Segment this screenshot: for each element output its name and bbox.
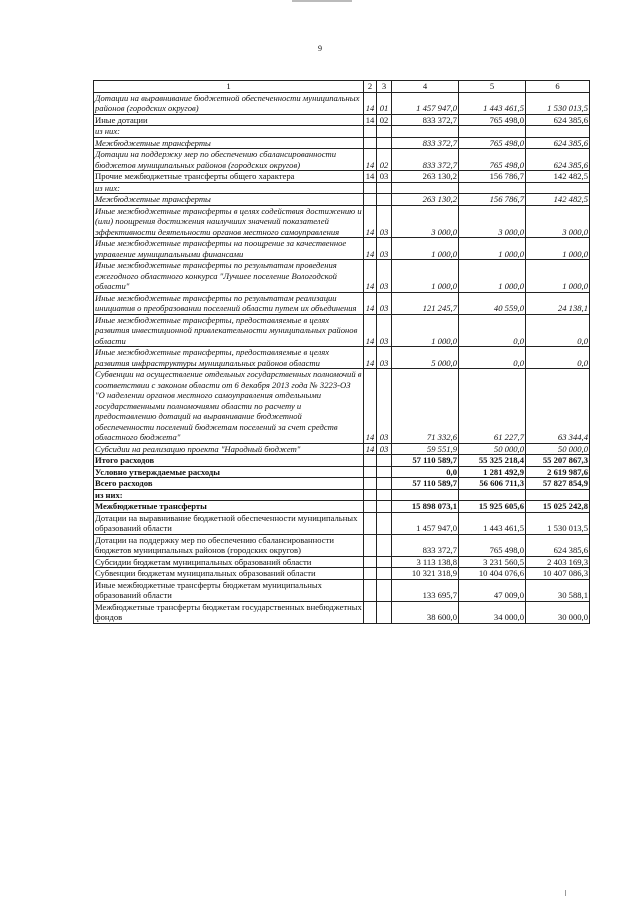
row-subcode-cell: 03 <box>377 205 392 238</box>
row-value-cell: 3 000,0 <box>459 205 526 238</box>
row-value-cell: 1 000,0 <box>459 260 526 293</box>
row-subcode-cell: 03 <box>377 238 392 260</box>
table-row <box>94 556 590 568</box>
table-row <box>94 489 590 501</box>
row-value-cell: 3 000,0 <box>392 205 459 238</box>
row-subcode-cell: 02 <box>377 114 392 126</box>
row-code-cell: 14 <box>364 149 377 171</box>
row-subcode-cell <box>377 489 392 501</box>
row-value-cell: 121 245,7 <box>392 292 459 314</box>
row-value-cell: 765 498,0 <box>459 137 526 149</box>
row-code-cell <box>364 579 377 601</box>
row-subcode-cell <box>377 556 392 568</box>
row-subcode-cell: 03 <box>377 369 392 444</box>
row-name-cell: Субсидии на реализацию проекта "Народный бюджет" <box>94 443 364 455</box>
row-value-cell: 0,0 <box>459 314 526 347</box>
row-code-cell <box>364 194 377 206</box>
header-cell: 2 <box>364 81 377 93</box>
row-name-cell: из них: <box>94 126 364 138</box>
row-value-cell: 1 530 013,5 <box>526 92 590 114</box>
row-code-cell <box>364 534 377 556</box>
row-value-cell: 55 325 218,4 <box>459 455 526 467</box>
row-name-cell: Прочие межбюджетные трансферты общего характера <box>94 171 364 183</box>
row-code-cell: 14 <box>364 347 377 369</box>
row-value-cell: 765 498,0 <box>459 149 526 171</box>
row-name-cell: Дотации на поддержку мер по обеспечению сбалансированности бюджетов муниципальных районов (городских округов) <box>94 534 364 556</box>
row-value-cell: 34 000,0 <box>459 601 526 623</box>
row-value-cell: 10 404 076,6 <box>459 568 526 580</box>
row-value-cell: 57 110 589,7 <box>392 478 459 490</box>
row-value-cell: 30 000,0 <box>526 601 590 623</box>
row-subcode-cell <box>377 182 392 194</box>
row-subcode-cell <box>377 137 392 149</box>
row-subcode-cell <box>377 126 392 138</box>
row-code-cell: 14 <box>364 369 377 444</box>
row-value-cell: 156 786,7 <box>459 194 526 206</box>
row-value-cell: 1 443 461,5 <box>459 512 526 534</box>
row-value-cell: 24 138,1 <box>526 292 590 314</box>
table-row <box>94 478 590 490</box>
row-value-cell: 833 372,7 <box>392 534 459 556</box>
row-value-cell: 1 457 947,0 <box>392 92 459 114</box>
row-code-cell <box>364 182 377 194</box>
table-row <box>94 92 590 114</box>
row-subcode-cell: 03 <box>377 171 392 183</box>
row-code-cell <box>364 455 377 467</box>
scan-artifact <box>565 890 566 896</box>
row-value-cell <box>392 126 459 138</box>
table-row <box>94 534 590 556</box>
row-name-cell: Иные дотации <box>94 114 364 126</box>
row-name-cell: Межбюджетные трансферты <box>94 137 364 149</box>
row-value-cell: 1 000,0 <box>526 260 590 293</box>
row-subcode-cell: 02 <box>377 149 392 171</box>
table-row <box>94 568 590 580</box>
budget-table <box>93 80 590 624</box>
row-value-cell: 3 231 560,5 <box>459 556 526 568</box>
row-subcode-cell: 03 <box>377 260 392 293</box>
row-subcode-cell <box>377 455 392 467</box>
row-name-cell: Иные межбюджетные трансферты, предоставляемые в целях развития инвестиционной привлекательности муниципальных районов области <box>94 314 364 347</box>
row-value-cell <box>526 182 590 194</box>
row-value-cell: 1 000,0 <box>392 314 459 347</box>
row-value-cell: 263 130,2 <box>392 171 459 183</box>
row-code-cell: 14 <box>364 92 377 114</box>
row-name-cell: Дотации на поддержку мер по обеспечению сбалансированности бюджетов муниципальных районов (городских округов) <box>94 149 364 171</box>
scan-artifact <box>292 0 352 2</box>
row-value-cell <box>526 489 590 501</box>
header-cell: 5 <box>459 81 526 93</box>
row-value-cell: 833 372,7 <box>392 114 459 126</box>
row-value-cell: 142 482,5 <box>526 194 590 206</box>
table-row <box>94 601 590 623</box>
row-name-cell: Иные межбюджетные трансферты, предоставляемые в целях развития инфраструктуры муниципальных районов области <box>94 347 364 369</box>
row-code-cell <box>364 478 377 490</box>
row-subcode-cell <box>377 194 392 206</box>
header-cell: 3 <box>377 81 392 93</box>
table-row <box>94 443 590 455</box>
row-name-cell: Иные межбюджетные трансферты по результатам реализации инициатив о преобразовании поселений области путем их объединения <box>94 292 364 314</box>
row-value-cell: 1 281 492,9 <box>459 466 526 478</box>
header-cell: 6 <box>526 81 590 93</box>
row-code-cell <box>364 126 377 138</box>
row-code-cell <box>364 489 377 501</box>
table-row <box>94 137 590 149</box>
row-code-cell: 14 <box>364 314 377 347</box>
row-subcode-cell <box>377 568 392 580</box>
row-value-cell: 30 588,1 <box>526 579 590 601</box>
table-row <box>94 171 590 183</box>
header-cell: 4 <box>392 81 459 93</box>
row-value-cell: 40 559,0 <box>459 292 526 314</box>
row-code-cell: 14 <box>364 443 377 455</box>
row-code-cell <box>364 501 377 513</box>
row-value-cell: 71 332,6 <box>392 369 459 444</box>
row-code-cell: 14 <box>364 292 377 314</box>
row-code-cell <box>364 556 377 568</box>
row-name-cell: Дотации на выравнивание бюджетной обеспеченности муниципальных образований области <box>94 512 364 534</box>
table-row <box>94 149 590 171</box>
row-value-cell: 833 372,7 <box>392 137 459 149</box>
row-name-cell: Межбюджетные трансферты <box>94 501 364 513</box>
row-value-cell: 624 385,6 <box>526 137 590 149</box>
row-value-cell <box>459 126 526 138</box>
row-name-cell: Условно утверждаемые расходы <box>94 466 364 478</box>
row-subcode-cell <box>377 466 392 478</box>
row-name-cell: из них: <box>94 182 364 194</box>
row-code-cell <box>364 568 377 580</box>
table-row <box>94 579 590 601</box>
row-code-cell: 14 <box>364 238 377 260</box>
row-value-cell: 50 000,0 <box>459 443 526 455</box>
row-value-cell: 1 443 461,5 <box>459 92 526 114</box>
row-name-cell: Дотации на выравнивание бюджетной обеспеченности муниципальных районов (городских округов) <box>94 92 364 114</box>
table-row <box>94 369 590 444</box>
header-cell: 1 <box>94 81 364 93</box>
row-subcode-cell <box>377 512 392 534</box>
row-name-cell: Иные межбюджетные трансферты на поощрение за качественное управление муниципальными финансами <box>94 238 364 260</box>
row-value-cell: 3 113 138,8 <box>392 556 459 568</box>
row-code-cell <box>364 466 377 478</box>
row-code-cell: 14 <box>364 260 377 293</box>
row-subcode-cell <box>377 534 392 556</box>
table-row <box>94 114 590 126</box>
row-value-cell: 10 321 318,9 <box>392 568 459 580</box>
row-value-cell <box>526 126 590 138</box>
row-value-cell: 57 110 589,7 <box>392 455 459 467</box>
row-subcode-cell: 03 <box>377 292 392 314</box>
row-value-cell: 50 000,0 <box>526 443 590 455</box>
table-row <box>94 512 590 534</box>
row-value-cell: 0,0 <box>526 347 590 369</box>
row-value-cell: 263 130,2 <box>392 194 459 206</box>
table-row <box>94 238 590 260</box>
row-name-cell: Субсидии бюджетам муниципальных образований области <box>94 556 364 568</box>
row-value-cell: 0,0 <box>392 466 459 478</box>
row-value-cell: 624 385,6 <box>526 114 590 126</box>
table-row <box>94 455 590 467</box>
table-row <box>94 466 590 478</box>
row-value-cell: 1 000,0 <box>459 238 526 260</box>
row-value-cell: 47 009,0 <box>459 579 526 601</box>
row-value-cell: 133 695,7 <box>392 579 459 601</box>
row-value-cell: 15 025 242,8 <box>526 501 590 513</box>
row-value-cell: 765 498,0 <box>459 534 526 556</box>
row-value-cell: 142 482,5 <box>526 171 590 183</box>
row-subcode-cell: 03 <box>377 347 392 369</box>
row-value-cell: 59 551,9 <box>392 443 459 455</box>
table-row <box>94 182 590 194</box>
row-name-cell: Межбюджетные трансферты <box>94 194 364 206</box>
row-code-cell <box>364 601 377 623</box>
row-value-cell: 2 403 169,3 <box>526 556 590 568</box>
row-value-cell: 1 000,0 <box>526 238 590 260</box>
row-name-cell: Субвенции на осуществление отдельных государственных полномочий в соответствии с законом области от 6 декабря 2013 года № 3223-ОЗ "О наделении органов местного самоуправления отдельными государственными полномочиями области по расчету и предоставлению дотаций на выравнивание бюджетной обеспеченности поселений бюджетам поселений за счет средств областного бюджета" <box>95 369 362 442</box>
row-code-cell <box>364 137 377 149</box>
row-name-cell: Межбюджетные трансферты бюджетам государственных внебюджетных фондов <box>95 601 362 622</box>
row-value-cell: 624 385,6 <box>526 149 590 171</box>
row-value-cell: 57 827 854,9 <box>526 478 590 490</box>
table-row <box>94 501 590 513</box>
row-subcode-cell: 01 <box>377 92 392 114</box>
row-name-cell: из них: <box>94 489 364 501</box>
row-value-cell: 15 925 605,6 <box>459 501 526 513</box>
table-row <box>94 347 590 369</box>
row-value-cell: 624 385,6 <box>526 534 590 556</box>
table-row <box>94 126 590 138</box>
row-name-cell: Субвенции бюджетам муниципальных образований области <box>94 568 364 580</box>
row-subcode-cell <box>377 601 392 623</box>
row-value-cell: 156 786,7 <box>459 171 526 183</box>
row-value-cell: 63 344,4 <box>526 369 590 444</box>
row-value-cell: 61 227,7 <box>459 369 526 444</box>
row-value-cell: 38 600,0 <box>392 601 459 623</box>
row-name-cell: Иные межбюджетные трансферты в целях содействия достижению и (или) поощрения достижения наилучших значений показателей эффективности деятельности органов местного самоуправления <box>95 205 362 237</box>
page-number: 9 <box>318 44 322 53</box>
row-name-cell: Иные межбюджетные трансферты бюджетам муниципальных образований области <box>94 579 364 601</box>
table-row <box>94 292 590 314</box>
row-value-cell <box>459 489 526 501</box>
row-code-cell: 14 <box>364 114 377 126</box>
row-subcode-cell: 03 <box>377 443 392 455</box>
row-subcode-cell <box>377 478 392 490</box>
row-subcode-cell <box>377 501 392 513</box>
row-value-cell: 2 619 987,6 <box>526 466 590 478</box>
row-value-cell: 1 530 013,5 <box>526 512 590 534</box>
table-row <box>94 205 590 238</box>
header-row <box>94 81 590 93</box>
row-value-cell: 56 606 711,3 <box>459 478 526 490</box>
row-value-cell: 765 498,0 <box>459 114 526 126</box>
row-value-cell: 55 207 867,3 <box>526 455 590 467</box>
row-code-cell: 14 <box>364 205 377 238</box>
table-row <box>94 314 590 347</box>
row-value-cell: 0,0 <box>526 314 590 347</box>
row-value-cell: 0,0 <box>459 347 526 369</box>
row-code-cell <box>364 512 377 534</box>
row-value-cell <box>459 182 526 194</box>
row-value-cell: 1 000,0 <box>392 238 459 260</box>
row-name-cell: Итого расходов <box>94 455 364 467</box>
row-value-cell: 1 000,0 <box>392 260 459 293</box>
row-value-cell: 10 407 086,3 <box>526 568 590 580</box>
row-subcode-cell: 03 <box>377 314 392 347</box>
row-value-cell: 833 372,7 <box>392 149 459 171</box>
row-value-cell <box>392 489 459 501</box>
row-subcode-cell <box>377 579 392 601</box>
row-value-cell <box>392 182 459 194</box>
row-value-cell: 1 457 947,0 <box>392 512 459 534</box>
row-value-cell: 3 000,0 <box>526 205 590 238</box>
row-value-cell: 5 000,0 <box>392 347 459 369</box>
row-code-cell: 14 <box>364 171 377 183</box>
row-value-cell: 15 898 073,1 <box>392 501 459 513</box>
table-row <box>94 260 590 293</box>
table-row <box>94 194 590 206</box>
row-name-cell: Иные межбюджетные трансферты по результатам проведения ежегодного областного конкурса "Лучшее поселение Вологодской области" <box>94 260 364 293</box>
row-name-cell: Всего расходов <box>94 478 364 490</box>
